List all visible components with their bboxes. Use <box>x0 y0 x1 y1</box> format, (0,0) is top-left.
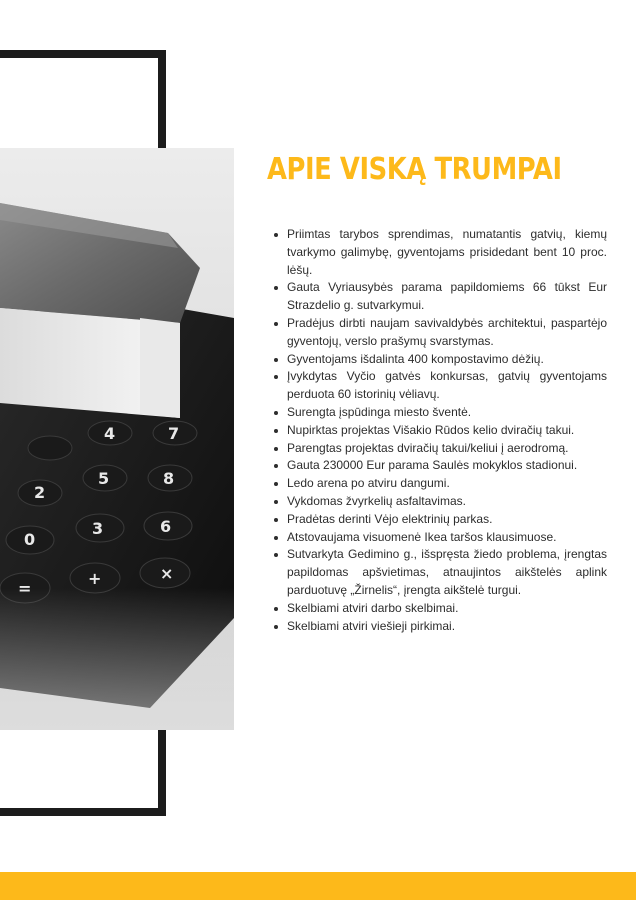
svg-text:6: 6 <box>160 517 172 536</box>
svg-text:0: 0 <box>24 530 36 549</box>
list-item: Priimtas tarybos sprendimas, numatantis gatvių, kiemų tvarkymo galimybę, gyventojams prisidedant bent 10 proc. lėšų. <box>287 226 607 279</box>
list-item: Gauta Vyriausybės parama papildomiems 66 tūkst Eur Strazdelio g. sutvarkymui. <box>287 279 607 315</box>
list-item: Surengta įspūdinga miesto šventė. <box>287 404 607 422</box>
svg-text:5: 5 <box>98 469 110 488</box>
list-item: Gyventojams išdalinta 400 kompostavimo dėžių. <box>287 351 607 369</box>
list-item: Sutvarkyta Gedimino g., išspręsta žiedo problema, įrengtas papildomas apšvietimas, atnaujintos aikštelės aplink parduotuvę „Žirnelis“, įrengta aikštelė turgui. <box>287 546 607 599</box>
list-item: Pradėjus dirbti naujam savivaldybės architektui, paspartėjo gyventojų, verslo prašymų svarstymas. <box>287 315 607 351</box>
svg-text:×: × <box>160 564 174 583</box>
list-item: Gauta 230000 Eur parama Saulės mokyklos stadionui. <box>287 457 607 475</box>
list-item: Nupirktas projektas Višakio Rūdos kelio dviračių takui. <box>287 422 607 440</box>
summary-list <box>287 226 607 635</box>
list-item: Skelbiami atviri viešieji pirkimai. <box>287 618 607 636</box>
svg-text:8: 8 <box>163 469 175 488</box>
svg-text:+: + <box>88 569 102 588</box>
svg-text:4: 4 <box>104 424 116 443</box>
svg-text:2: 2 <box>34 483 46 502</box>
list-item: Įvykdytas Vyčio gatvės konkursas, gatvių gyventojams perduota 60 istorinių vėliavų. <box>287 368 607 404</box>
list-item: Ledo arena po atviru dangumi. <box>287 475 607 493</box>
list-item: Vykdomas žvyrkelių asfaltavimas. <box>287 493 607 511</box>
svg-text:7: 7 <box>168 424 180 443</box>
list-item: Atstovaujama visuomenė Ikea taršos klausimuose. <box>287 529 607 547</box>
list-item: Parengtas projektas dviračių takui/keliui į aerodromą. <box>287 440 607 458</box>
footer-accent-band <box>0 872 636 900</box>
house-calculator-photo <box>0 148 234 730</box>
list-item: Skelbiami atviri darbo skelbimai. <box>287 600 607 618</box>
list-item: Pradėtas derinti Vėjo elektrinių parkas. <box>287 511 607 529</box>
page-title: APIE VISKĄ TRUMPAI <box>267 152 562 187</box>
svg-text:3: 3 <box>92 519 104 538</box>
